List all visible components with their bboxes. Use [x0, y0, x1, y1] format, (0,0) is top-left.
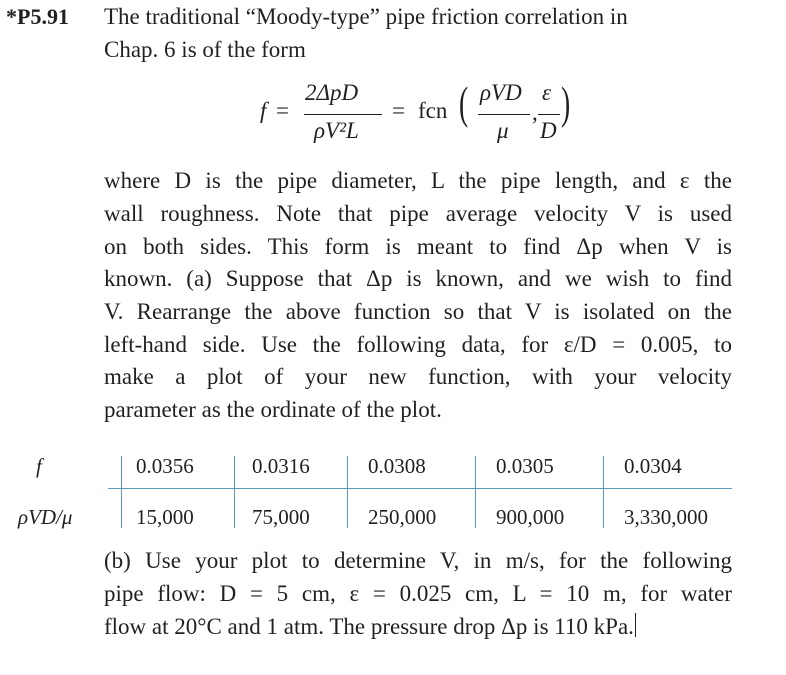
eq-arg1-numerator: ρVD	[480, 80, 522, 105]
eq-right-paren: )	[561, 77, 571, 128]
eq-denominator: ρV²L	[314, 118, 359, 143]
body-line-6: left-hand side. Use the following data, for ε/D = 0.005, to	[104, 332, 732, 357]
table-column-divider	[234, 456, 235, 528]
table-cell: 15,000	[136, 505, 194, 529]
table-cell: 250,000	[368, 505, 437, 529]
table-column-divider	[121, 456, 122, 528]
problem-number: *P5.91	[6, 4, 69, 29]
body-line-1: where D is the pipe diameter, L the pipe length, and ε the	[104, 168, 732, 193]
table-cell: 0.0305	[496, 454, 554, 478]
eq-arg2-denominator: D	[540, 118, 557, 143]
table-cell: 900,000	[496, 505, 565, 529]
part-b-line-2: pipe flow: D = 5 cm, ε = 0.025 cm, L = 10 m, for water	[104, 581, 732, 606]
eq-equals-2: =	[392, 98, 405, 123]
table-row2-label: ρVD/μ	[18, 505, 73, 529]
table-cell: 0.0304	[624, 454, 682, 478]
text-cursor	[635, 613, 636, 637]
eq-fraction-bar-2	[478, 114, 530, 115]
eq-arg1-denominator: μ	[497, 118, 509, 143]
body-line-5: V. Rearrange the above function so that V is isolated on the	[104, 299, 732, 324]
eq-fcn: fcn	[418, 98, 448, 123]
eq-comma: ,	[532, 100, 538, 125]
body-line-2: wall roughness. Note that pipe average velocity V is used	[104, 201, 732, 226]
body-line-3: on both sides. This form is meant to find Δp when V is	[104, 234, 732, 259]
eq-numerator: 2ΔpD	[305, 80, 359, 105]
table-cell: 0.0356	[136, 454, 194, 478]
table-horizontal-rule	[108, 488, 732, 489]
table-column-divider	[603, 456, 604, 528]
part-b-line-3-wrap	[104, 613, 636, 640]
eq-left-paren: (	[459, 77, 469, 128]
friction-equation	[0, 0, 786, 160]
intro-line-1: The traditional “Moody-type” pipe friction correlation in	[104, 4, 628, 29]
table-column-divider	[475, 456, 476, 528]
body-line-8: parameter as the ordinate of the plot.	[104, 397, 442, 422]
part-b-line-1: (b) Use your plot to determine V, in m/s, for the following	[104, 548, 732, 573]
eq-arg2-numerator: ε	[542, 80, 552, 105]
intro-line-2: Chap. 6 is of the form	[104, 37, 306, 62]
eq-lhs: f	[260, 98, 267, 123]
part-b-line-3: flow at 20°C and 1 atm. The pressure drop Δp is 110 kPa.	[104, 614, 634, 639]
eq-equals-1: =	[276, 98, 289, 123]
table-cell: 3,330,000	[624, 505, 708, 529]
body-line-7: make a plot of your new function, with your velocity	[104, 364, 732, 389]
table-cell: 0.0316	[252, 454, 310, 478]
eq-fraction-bar-3	[538, 114, 560, 115]
table-cell: 0.0308	[368, 454, 426, 478]
table-column-divider	[347, 456, 348, 528]
body-line-4: known. (a) Suppose that Δp is known, and we wish to find	[104, 266, 732, 291]
eq-fraction-bar-1	[304, 114, 382, 115]
table-cell: 75,000	[252, 505, 310, 529]
table-row1-label: f	[36, 454, 42, 478]
